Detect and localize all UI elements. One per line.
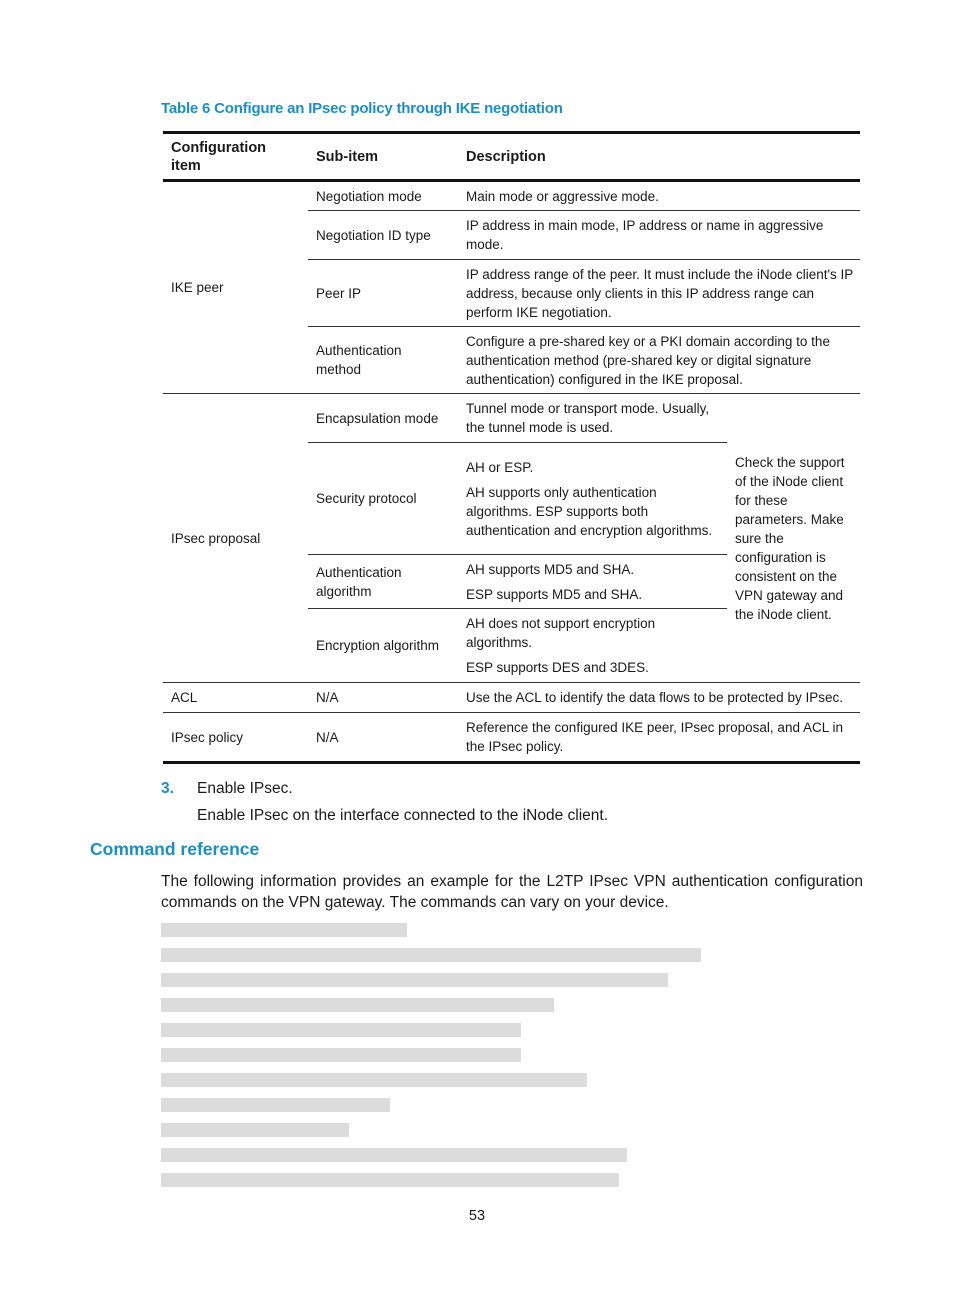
sub-item: N/A <box>316 690 339 705</box>
sub-item: Authentication algorithm <box>316 564 402 599</box>
redacted-line <box>161 998 554 1012</box>
header-description: Description <box>466 148 546 165</box>
description: Main mode or aggressive mode. <box>466 188 659 204</box>
section-title: Command reference <box>90 839 260 859</box>
redacted-line <box>161 1023 521 1037</box>
redacted-line <box>161 1123 349 1137</box>
step-number: 3. <box>161 780 174 797</box>
description-line: Tunnel mode or transport mode. Usually, the tunnel mode is used. <box>466 401 710 435</box>
redacted-line <box>161 948 701 962</box>
config-item-acl: ACL <box>171 690 198 705</box>
sub-item: Authentication method <box>316 343 402 377</box>
header-config-item: Configuration item <box>171 139 267 174</box>
description: Use the ACL to identify the data flows to be protected by IPsec. <box>466 690 843 705</box>
table-caption: Table 6 Configure an IPsec policy through IKE negotiation <box>161 100 563 117</box>
ipsec-config-table <box>163 131 860 764</box>
table-header-row <box>163 133 860 181</box>
redacted-line <box>161 1048 521 1062</box>
sub-item: Security protocol <box>316 491 417 506</box>
description <box>458 394 727 443</box>
description-line: AH supports only authentication algorithms. ESP supports both authentication and encryption algorithms. <box>466 484 713 538</box>
description <box>458 443 727 555</box>
sub-item: Negotiation ID type <box>316 227 431 243</box>
redacted-line <box>161 1098 390 1112</box>
description-line: AH supports MD5 and SHA. <box>466 561 635 577</box>
description: IP address range of the peer. It must include the iNode client's IP address, because only clients in this IP address range can perform IKE negotiation. <box>466 266 854 320</box>
redacted-line <box>161 1073 587 1087</box>
redacted-line <box>161 1148 627 1162</box>
description-line: ESP supports DES and 3DES. <box>466 660 649 675</box>
header-sub-item: Sub-item <box>316 148 379 165</box>
sub-item: Negotiation mode <box>316 188 422 204</box>
page-number: 53 <box>468 1208 486 1224</box>
sub-item: Encapsulation mode <box>316 410 439 426</box>
section-paragraph: The following information provides an example for the L2TP IPsec VPN authentication configuration commands on the VPN gateway. The commands can vary on your device. <box>161 873 863 911</box>
redacted-line <box>161 923 407 937</box>
description-line: AH does not support encryption algorithms. <box>466 616 656 650</box>
description <box>458 609 727 683</box>
step-title: Enable IPsec. <box>197 780 293 797</box>
description-line: ESP supports MD5 and SHA. <box>466 586 643 602</box>
sub-item: N/A <box>316 729 339 745</box>
sub-item: Peer IP <box>316 285 362 301</box>
config-item-ipsec-policy: IPsec policy <box>171 729 244 745</box>
table-row <box>163 683 860 713</box>
table-row <box>163 181 860 211</box>
description: Reference the configured IKE peer, IPsec proposal, and ACL in the IPsec policy. <box>466 720 843 754</box>
description: IP address in main mode, IP address or name in aggressive mode. <box>466 218 824 252</box>
step-description: Enable IPsec on the interface connected to the iNode client. <box>197 807 609 824</box>
description: Configure a pre-shared key or a PKI domain according to the authentication method (pre-shared key or digital signature authentication) configured in the IKE proposal. <box>466 333 830 387</box>
ipsec-proposal-note: Check the support of the iNode client for these parameters. Make sure the configuration is consistent on the VPN gateway and the iNode client. <box>727 394 860 683</box>
redacted-line <box>161 973 668 987</box>
sub-item: Encryption algorithm <box>316 638 440 653</box>
table-row <box>163 394 860 443</box>
description-line: AH or ESP. <box>466 459 534 475</box>
config-item-ipsec-proposal: IPsec proposal <box>163 394 308 683</box>
table-row <box>163 713 860 763</box>
config-item-ike-peer: IKE peer <box>163 181 308 394</box>
redacted-line <box>161 1173 619 1187</box>
description <box>458 555 727 609</box>
